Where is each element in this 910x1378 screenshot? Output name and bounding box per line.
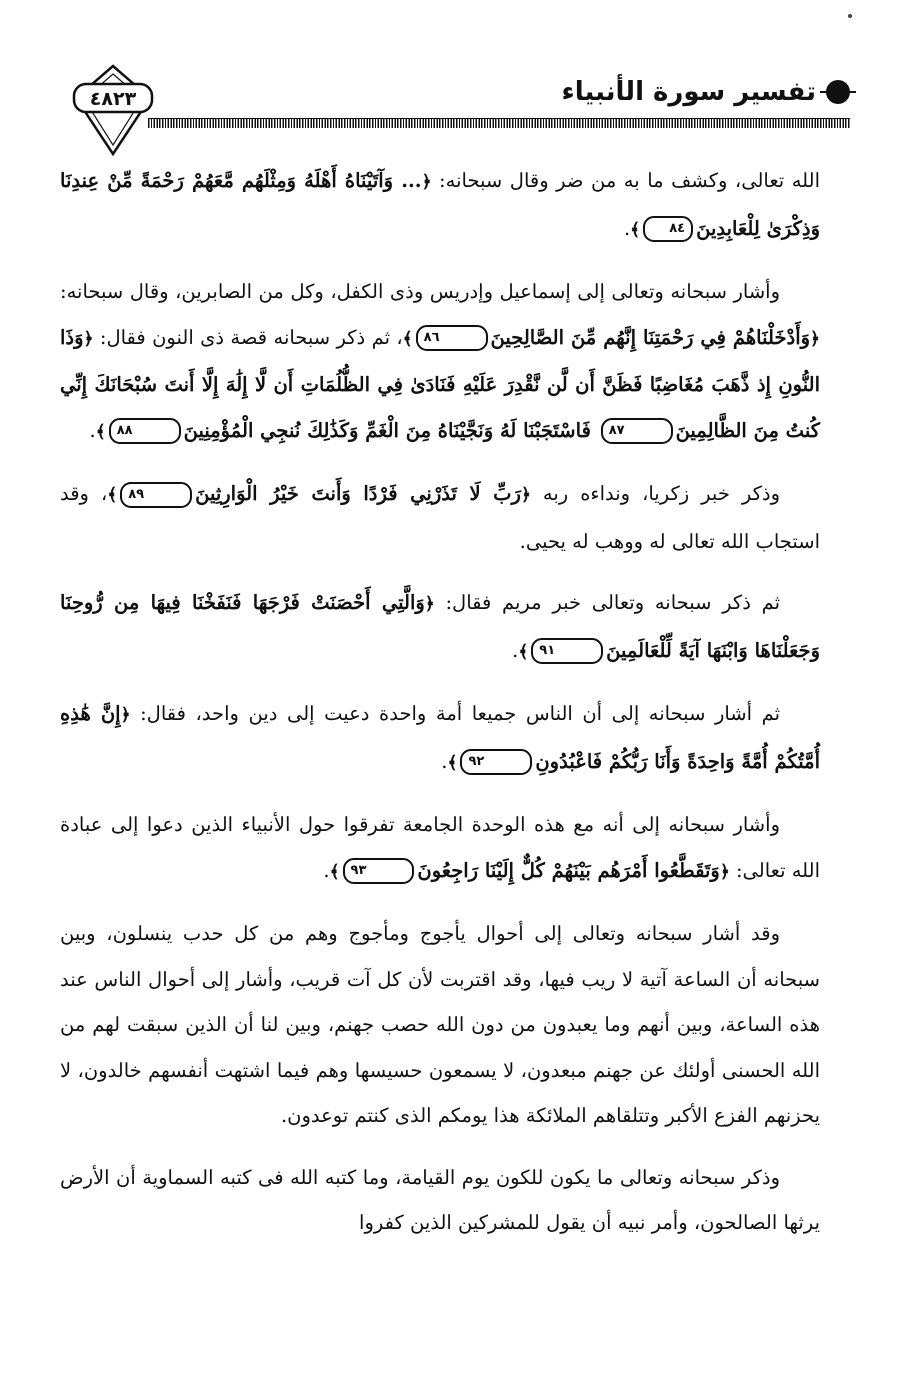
body-text-run: وأشار سبحانه وتعالى إلى إسماعيل وإدريس وذى الكفل، وكل من الصابرين، وقال سبحانه: (60, 280, 780, 303)
body-text-run: ، وقد استجاب الله تعالى له ووهب له يحيى. (60, 482, 820, 553)
quran-bracket-open: ﴿ (810, 328, 820, 349)
body-text-run: وقد أشار سبحانه وتعالى إلى أحوال يأجوج ومأجوج وهم من كل حدب ينسلون، وبين سبحانه أن الساعة آتية لا ريب فيها، وقد اقتربت لأن كل آت قريب، وأشار إلى أحوال الناس عند هذه الساعة، وبين أنهم وما يعبدون من دون الله حصب جهنم، وبين لنا أن الذين سبقت لهم من الله الحسنى أولئك عن جهنم مبعدون، لا يسمعون حسيسها وهم فيما اشتهت أنفسهم خالدون، لا يحزنهم الفزع الأكبر وتتلقاهم الملائكة هذا يومكم الذى كنتم توعدون. (60, 922, 820, 1127)
quran-bracket-close: ﴾ (630, 219, 641, 240)
verse-number-badge: ٩٣ (343, 858, 415, 884)
quran-bracket-open: ﴿ (424, 594, 435, 614)
quran-verse: ... وَآتَيْنَاهُ أَهْلَهُ وَمِثْلَهُم مَّعَهُمْ رَحْمَةً مِّنْ عِندِنَا وَذِكْرَىٰ لِلْعَابِدِينَ (60, 169, 820, 240)
quran-bracket-open: ﴿ (520, 485, 531, 505)
verse-number-badge: ٨٧ (601, 418, 673, 444)
quran-bracket-close: ﴾ (402, 328, 413, 349)
quran-verse: وَالَّتِي أَحْصَنَتْ فَرْجَهَا فَنَفَخْنَا فِيهَا مِن رُّوحِنَا وَجَعَلْنَاهَا وَابْنَهَا آيَةً لِّلْعَالَمِينَ (60, 591, 820, 662)
body-text-run: . (323, 858, 330, 882)
quran-verse: إِنَّ هَٰذِهِ أُمَّتُكُمْ أُمَّةً وَاحِدَةً وَأَنَا رَبُّكُمْ فَاعْبُدُونِ (60, 702, 820, 773)
body-text-run: وذكر سبحانه وتعالى ما يكون للكون يوم القيامة، وما كتبه الله فى كتبه السماوية أن الأرض يرثها الصالحون، وأمر نبيه أن يقول للمشركين الذين كفروا (60, 1165, 820, 1234)
quran-bracket-open: ﴿ (719, 861, 730, 882)
body-text (60, 158, 820, 1262)
quran-bracket-close: ﴾ (95, 421, 106, 442)
verse-number-badge: ٨٤ (643, 216, 693, 242)
page-number-badge (72, 62, 154, 157)
quran-verse: وَأَدْخَلْنَاهُمْ فِي رَحْمَتِنَا إِنَّهُم مِّنَ الصَّالِحِينَ (490, 325, 811, 349)
quran-verse: رَبِّ لَا تَذَرْنِي فَرْدًا وَأَنتَ خَيْرُ الْوَارِثِينَ (195, 482, 521, 505)
body-text-run: الله تعالى، وكشف ما به من ضر وقال سبحانه: (431, 169, 820, 192)
paragraph (60, 802, 820, 895)
ornament-icon (826, 80, 850, 104)
quran-bracket-close: ﴾ (518, 641, 529, 662)
quran-bracket-close: ﴾ (329, 861, 340, 882)
quran-verse: وَذَا النُّونِ إِذ ذَّهَبَ مُغَاضِبًا فَظَنَّ أَن لَّن نَّقْدِرَ عَلَيْهِ فَنَادَىٰ فِي الظُّلُمَاتِ أَن لَّا إِلَٰهَ إِلَّا أَنتَ سُبْحَانَكَ إِنِّي كُنتُ مِنَ الظَّالِمِينَ (60, 325, 820, 442)
page-number: ٤٨٢٣ (89, 88, 137, 110)
paragraph (60, 269, 820, 455)
body-text-run: ، ثم ذكر سبحانه قصة ذى النون فقال: (93, 325, 403, 349)
paragraph (60, 1155, 820, 1246)
paragraph (60, 471, 820, 564)
paragraph (60, 911, 820, 1139)
paragraph (60, 158, 820, 253)
verse-number-badge: ٨٦ (416, 325, 488, 351)
body-text-run: وذكر خبر زكريا، ونداءه ربه (530, 482, 781, 505)
quran-bracket-close: ﴾ (107, 485, 118, 505)
body-text-run: . (623, 216, 631, 240)
body-text-run: . (441, 749, 448, 773)
verse-number-badge: ٩١ (531, 638, 603, 664)
quran-bracket-close: ﴾ (447, 752, 458, 773)
quran-verse: وَتَقَطَّعُوا أَمْرَهُم بَيْنَهُمْ كُلٌّ إِلَيْنَا رَاجِعُونَ (417, 858, 720, 882)
quran-bracket-open: ﴿ (421, 172, 432, 192)
body-text-run: . (512, 638, 519, 662)
verse-number-badge: ٩٢ (460, 749, 532, 775)
body-text-run: . (89, 418, 96, 442)
verse-number-badge: ٨٨ (109, 418, 181, 444)
margin-mark (848, 14, 852, 18)
paragraph (60, 580, 820, 675)
running-title (562, 74, 851, 110)
body-text-run: ثم أشار سبحانه إلى أن الناس جميعا أمة واحدة دعيت إلى دين واحد، فقال: (130, 702, 780, 725)
paragraph (60, 691, 820, 786)
quran-bracket-open: ﴿ (83, 328, 94, 349)
verse-number-badge: ٨٩ (120, 482, 192, 508)
quran-bracket-open: ﴿ (120, 705, 131, 725)
running-title-text: تفسير سورة الأنبياء (561, 77, 816, 107)
body-text-run: وأشار سبحانه إلى أنه مع هذه الوحدة الجامعة تفرقوا حول الأنبياء الذين دعوا إلى عبادة الله تعالى: (60, 813, 820, 882)
page-header (60, 60, 850, 160)
header-rule (148, 118, 850, 128)
quran-verse: فَاسْتَجَبْنَا لَهُ وَنَجَّيْنَاهُ مِنَ الْغَمِّ وَكَذَٰلِكَ نُنجِي الْمُؤْمِنِينَ (183, 418, 598, 442)
body-text-run: ثم ذكر سبحانه وتعالى خبر مريم فقال: (434, 591, 780, 614)
